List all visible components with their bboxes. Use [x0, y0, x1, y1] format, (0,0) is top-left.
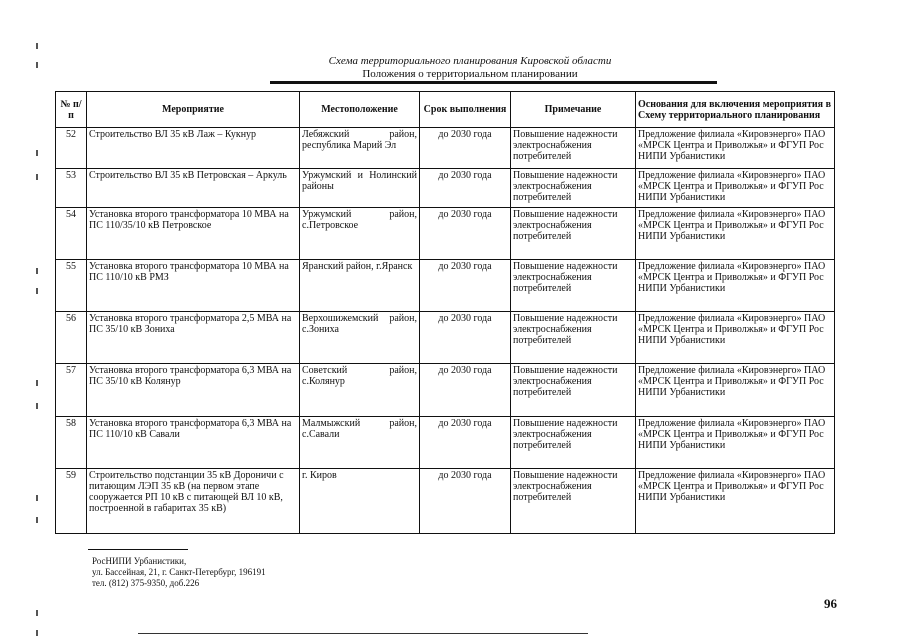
- column-header-note: Примечание: [511, 92, 636, 128]
- cell-event: Строительство подстанции 35 кВ Дороничи с питающим ЛЭП 35 кВ (на первом этапе сооружается РП 10 кВ с питающей ВЛ 10 кВ, построенной в габаритах 35 кВ): [87, 469, 300, 534]
- cell-event: Установка второго трансформатора 6,3 МВА на ПС 35/10 кВ Колянур: [87, 364, 300, 417]
- cell-location: Малмыжский район, с.Савали: [300, 417, 420, 469]
- cell-number: 52: [56, 128, 87, 169]
- page-number: 96: [824, 596, 837, 611]
- table-header-row: [56, 92, 835, 128]
- cell-number: 55: [56, 260, 87, 312]
- cell-number: 56: [56, 312, 87, 364]
- cell-term: до 2030 года: [420, 260, 511, 312]
- table-row: [56, 312, 835, 364]
- header-rule: [270, 81, 717, 84]
- table-row: [56, 128, 835, 169]
- cell-basis: Предложение филиала «Кировэнерго» ПАО «МРСК Центра и Приволжья» и ФГУП Рос НИПИ Урбанистики: [636, 260, 835, 312]
- cell-event: Установка второго трансформатора 6,3 МВА на ПС 110/10 кВ Савали: [87, 417, 300, 469]
- cell-location: Яранский район, г.Яранск: [300, 260, 420, 312]
- footer-address: ул. Бассейная, 21, г. Санкт-Петербург, 196191: [92, 567, 266, 577]
- cell-basis: Предложение филиала «Кировэнерго» ПАО «МРСК Центра и Приволжья» и ФГУП Рос НИПИ Урбанистики: [636, 364, 835, 417]
- cell-number: 58: [56, 417, 87, 469]
- cell-number: 59: [56, 469, 87, 534]
- cell-basis: Предложение филиала «Кировэнерго» ПАО «МРСК Центра и Приволжья» и ФГУП Рос НИПИ Урбанистики: [636, 312, 835, 364]
- cell-location: г. Киров: [300, 469, 420, 534]
- cell-number: 54: [56, 208, 87, 260]
- cell-term: до 2030 года: [420, 364, 511, 417]
- cell-note: Повышение надежности электроснабжения потребителей: [511, 169, 636, 208]
- cell-term: до 2030 года: [420, 312, 511, 364]
- column-header-event: Мероприятие: [87, 92, 300, 128]
- cell-location: Уржумский район, с.Петровское: [300, 208, 420, 260]
- cell-note: Повышение надежности электроснабжения потребителей: [511, 208, 636, 260]
- scan-mark: [36, 288, 38, 294]
- cell-number: 53: [56, 169, 87, 208]
- cell-term: до 2030 года: [420, 469, 511, 534]
- cell-note: Повышение надежности электроснабжения потребителей: [511, 364, 636, 417]
- cell-event: Установка второго трансформатора 2,5 МВА на ПС 35/10 кВ Зониха: [87, 312, 300, 364]
- scan-mark: [36, 380, 38, 386]
- footer-phone: тел. (812) 375-9350, доб.226: [92, 578, 200, 588]
- cell-note: Повышение надежности электроснабжения потребителей: [511, 469, 636, 534]
- scan-mark: [36, 630, 38, 636]
- cell-event: Установка второго трансформатора 10 МВА на ПС 110/35/10 кВ Петровское: [87, 208, 300, 260]
- cell-basis: Предложение филиала «Кировэнерго» ПАО «МРСК Центра и Приволжья» и ФГУП Рос НИПИ Урбанистики: [636, 128, 835, 169]
- table-row: [56, 364, 835, 417]
- footer-organization: РосНИПИ Урбанистики,: [92, 556, 187, 566]
- column-header-location: Местоположение: [300, 92, 420, 128]
- cell-note: Повышение надежности электроснабжения потребителей: [511, 128, 636, 169]
- bottom-rule: [138, 633, 588, 634]
- cell-basis: Предложение филиала «Кировэнерго» ПАО «МРСК Центра и Приволжья» и ФГУП Рос НИПИ Урбанистики: [636, 208, 835, 260]
- scan-mark: [36, 174, 38, 180]
- cell-term: до 2030 года: [420, 208, 511, 260]
- column-header-basis: Основания для включения мероприятия в Схему территориального планирования: [636, 92, 835, 128]
- cell-note: Повышение надежности электроснабжения потребителей: [511, 417, 636, 469]
- scan-mark: [36, 62, 38, 68]
- cell-term: до 2030 года: [420, 128, 511, 169]
- cell-note: Повышение надежности электроснабжения потребителей: [511, 260, 636, 312]
- cell-number: 57: [56, 364, 87, 417]
- scan-mark: [36, 403, 38, 409]
- cell-event: Установка второго трансформатора 10 МВА на ПС 110/10 кВ РМЗ: [87, 260, 300, 312]
- column-header-term: Срок выполнения: [420, 92, 511, 128]
- footer-rule: [88, 549, 188, 550]
- cell-event: Строительство ВЛ 35 кВ Петровская – Аркуль: [87, 169, 300, 208]
- table-row: [56, 417, 835, 469]
- document-footer: [92, 556, 266, 589]
- table-row: [56, 260, 835, 312]
- cell-term: до 2030 года: [420, 169, 511, 208]
- scan-mark: [36, 495, 38, 501]
- cell-location: Уржумский и Нолинский районы: [300, 169, 420, 208]
- cell-basis: Предложение филиала «Кировэнерго» ПАО «МРСК Центра и Приволжья» и ФГУП Рос НИПИ Урбанистики: [636, 417, 835, 469]
- scan-mark: [36, 517, 38, 523]
- scan-mark: [36, 150, 38, 156]
- measures-table: [55, 91, 835, 534]
- table-row: [56, 469, 835, 534]
- table-row: [56, 169, 835, 208]
- document-header: [260, 55, 680, 81]
- cell-note: Повышение надежности электроснабжения потребителей: [511, 312, 636, 364]
- cell-location: Верхошижемский район, с.Зониха: [300, 312, 420, 364]
- cell-term: до 2030 года: [420, 417, 511, 469]
- column-header-number: № п/п: [56, 92, 87, 128]
- document-subtitle: Положения о территориальном планировании: [362, 68, 578, 80]
- cell-basis: Предложение филиала «Кировэнерго» ПАО «МРСК Центра и Приволжья» и ФГУП Рос НИПИ Урбанистики: [636, 469, 835, 534]
- table-row: [56, 208, 835, 260]
- document-title: Схема территориального планирования Кировской области: [328, 55, 612, 67]
- cell-event: Строительство ВЛ 35 кВ Лаж – Кукнур: [87, 128, 300, 169]
- scan-mark: [36, 268, 38, 274]
- scan-mark: [36, 610, 38, 616]
- cell-location: Лебяжский район, республика Марий Эл: [300, 128, 420, 169]
- scan-mark: [36, 43, 38, 49]
- cell-basis: Предложение филиала «Кировэнерго» ПАО «МРСК Центра и Приволжья» и ФГУП Рос НИПИ Урбанистики: [636, 169, 835, 208]
- cell-location: Советский район, с.Колянур: [300, 364, 420, 417]
